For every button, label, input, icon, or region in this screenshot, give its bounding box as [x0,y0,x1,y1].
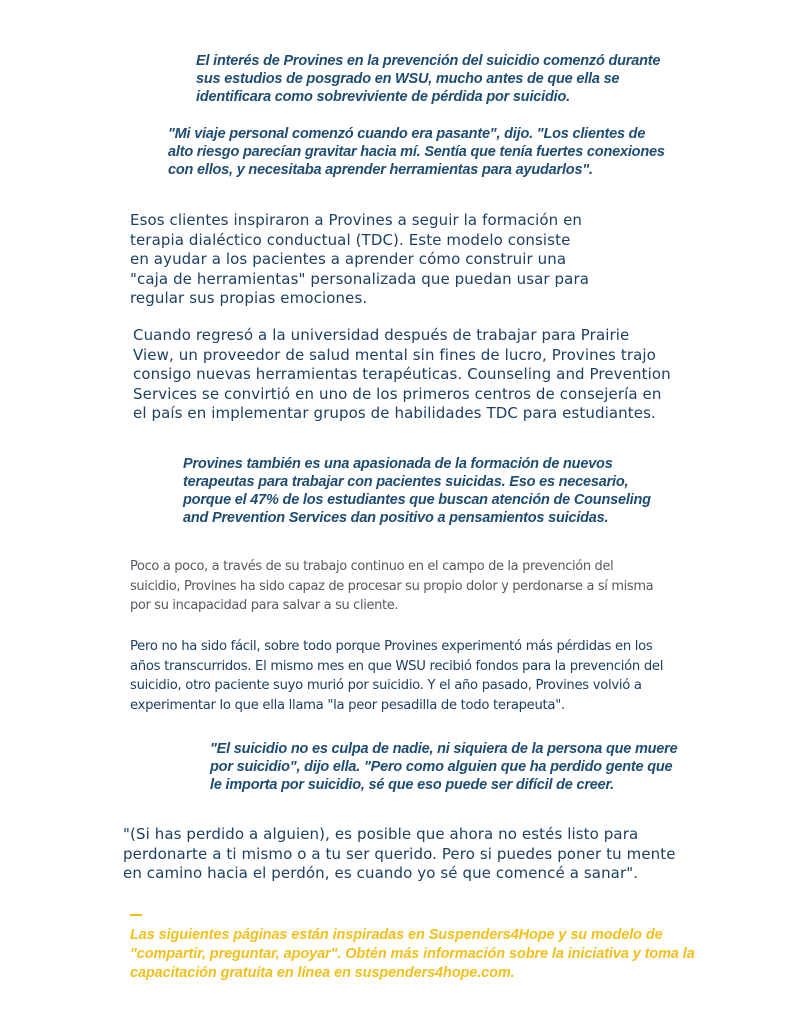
paragraph-healing-process: Poco a poco, a través de su trabajo continuo en el campo de la prevención del suicidio, Provines ha sido capaz de procesar su propio dolor y perdonarse a sí misma por su incapacidad para salvar a su cliente. [130,559,654,613]
footer-suspenders4hope-note: Las siguientes páginas están inspiradas en Suspenders4Hope y su modelo de "compartir, preguntar, apoyar". Obtén más información sobre la iniciativa y toma la capacitación gratuita en línea en suspenders4hope.com. [130,927,695,981]
pull-quote-no-fault: "El suicidio no es culpa de nadie, ni siquiera de la persona que muere por suicidio", dijo ella. "Pero como alguien que ha perdido gente que le importa por suicidio, sé que eso puede ser difícil de creer. [210,741,678,793]
pull-quote-interest: El interés de Provines en la prevención del suicidio comenzó durante sus estudios de posgrado en WSU, mucho antes de que ella se identificara como sobreviviente de pérdida por suicidio. [196,53,661,105]
paragraph-more-losses: Pero no ha sido fácil, sobre todo porque Provines experimentó más pérdidas en los años transcurridos. El mismo mes en que WSU recibió fondos para la prevención del suicidio, otro paciente suyo murió por suicidio. Y el año pasado, Provines volvió a experimentar lo que ella llama "la peor pesadilla de todo terapeuta". [130,639,664,713]
paragraph-return-university: Cuando regresó a la universidad después de trabajar para Prairie View, un proveedor de salud mental sin fines de lucro, Provines trajo consigo nuevas herramientas terapéuticas. Counseling and Prevention Services se convirtió en uno de los primeros centros de consejería en el país en implementar grupos de habilidades TDC para estudiantes. [133,326,671,422]
footer-divider [130,914,142,916]
paragraph-forgiveness: "(Si has perdido a alguien), es posible que ahora no estés listo para perdonarte a ti mismo o a tu ser querido. Pero si puedes poner tu mente en camino hacia el perdón, es cuando yo sé que comencé a sanar". [123,825,676,882]
pull-quote-journey: "Mi viaje personal comenzó cuando era pasante", dijo. "Los clientes de alto riesgo parecían gravitar hacia mí. Sentía que tenía fuertes conexiones con ellos, y necesitaba aprender herramientas para ayudarlos". [168,126,665,178]
pull-quote-training-therapists: Provines también es una apasionada de la formación de nuevos terapeutas para trabajar con pacientes suicidas. Eso es necesario, porque el 47% de los estudiantes que buscan atención de Counseling and Prevention Services dan positivo a pensamientos suicidas. [183,456,651,526]
paragraph-dbt-training: Esos clientes inspiraron a Provines a seguir la formación en terapia dialéctico conductual (TDC). Este modelo consiste en ayudar a los pacientes a aprender cómo construir una "caja de herramientas" personalizada que puedan usar para regular sus propias emociones. [130,211,590,307]
